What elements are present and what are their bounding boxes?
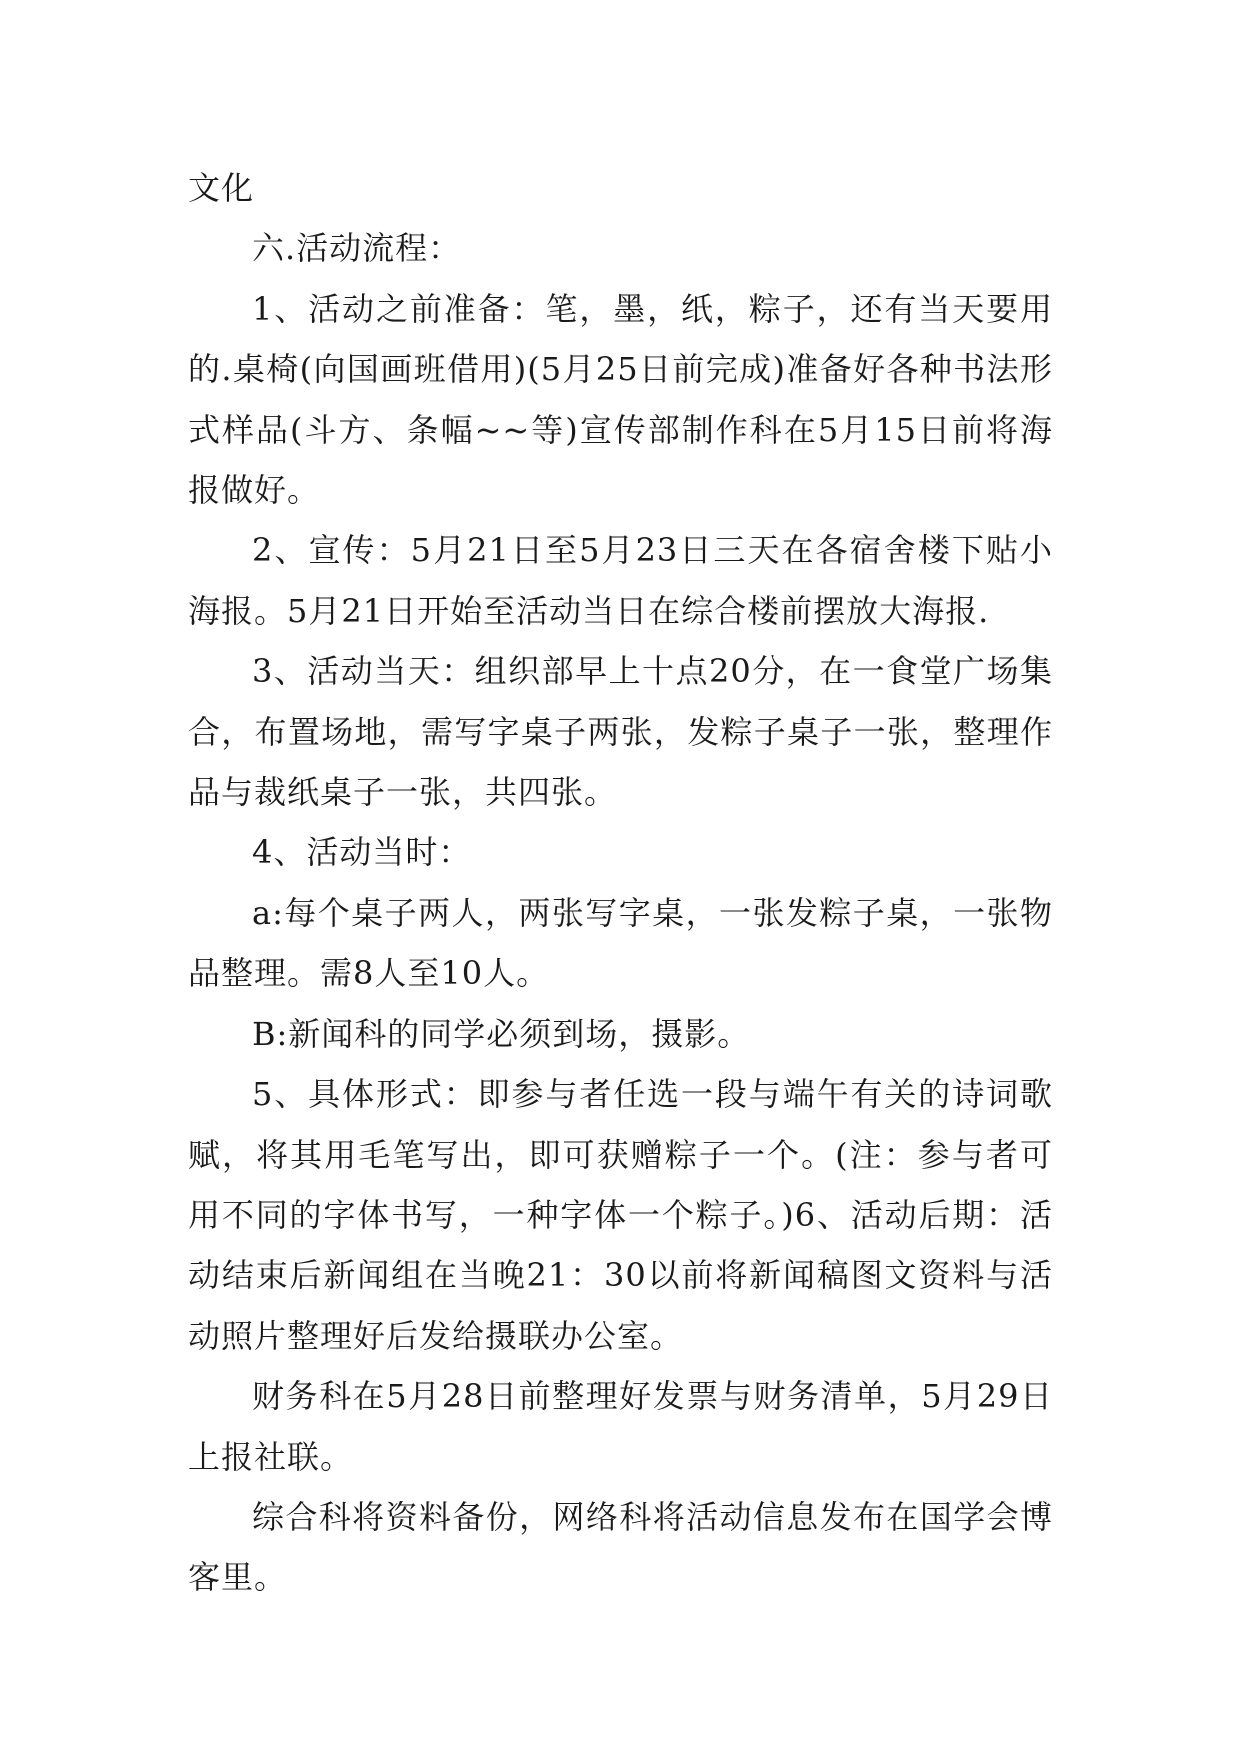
section-heading-activity-process: 六.活动流程： [252,229,462,268]
paragraph-finance: 财务科在5月28日前整理好发票与财务清单，5月29日上报社联。 [188,1377,1053,1476]
paragraph-culture-fragment: 文化 [188,169,255,207]
document-body [188,158,1053,1608]
paragraph-step-4-during-event: 4、活动当时： [252,833,472,872]
paragraph-step-4a-staffing: a:每个桌子两人，两张写字桌，一张发粽子桌，一张物品整理。需8人至10人。 [188,893,1053,993]
paragraph-step-2-publicity: 2、宣传：5月21日至5月23日三天在各宿舍楼下贴小海报。5月21日开始至活动当日在综合楼前摆放大海报. [188,531,1053,630]
paragraph-step-5-format-and-6-followup: 5、具体形式：即参与者任选一段与端午有关的诗词歌赋，将其用毛笔写出，即可获赠粽子一个。(注：参与者可用不同的字体书写，一种字体一个粽子。)6、活动后期：活动结束后新闻组在当晚21：30以前将新闻稿图文资料与活动照片整理好后发给摄联办公室。 [188,1075,1053,1355]
paragraph-step-3-event-day: 3、活动当天：组织部早上十点20分，在一食堂广场集合，布置场地，需写字桌子两张，发粽子桌子一张，整理作品与裁纸桌子一张，共四张。 [188,652,1053,812]
paragraph-archive-and-blog: 综合科将资料备份，网络科将活动信息发布在国学会博客里。 [188,1497,1053,1597]
paragraph-step-1-preparation: 1、活动之前准备：笔，墨，纸，粽子，还有当天要用的.桌椅(向国画班借用)(5月25日前完成)准备好各种书法形式样品(斗方、条幅~~等)宣传部制作科在5月15日前将海报做好。 [188,289,1053,510]
paragraph-step-4b-photography: B:新闻科的同学必须到场，摄影。 [252,1014,751,1053]
